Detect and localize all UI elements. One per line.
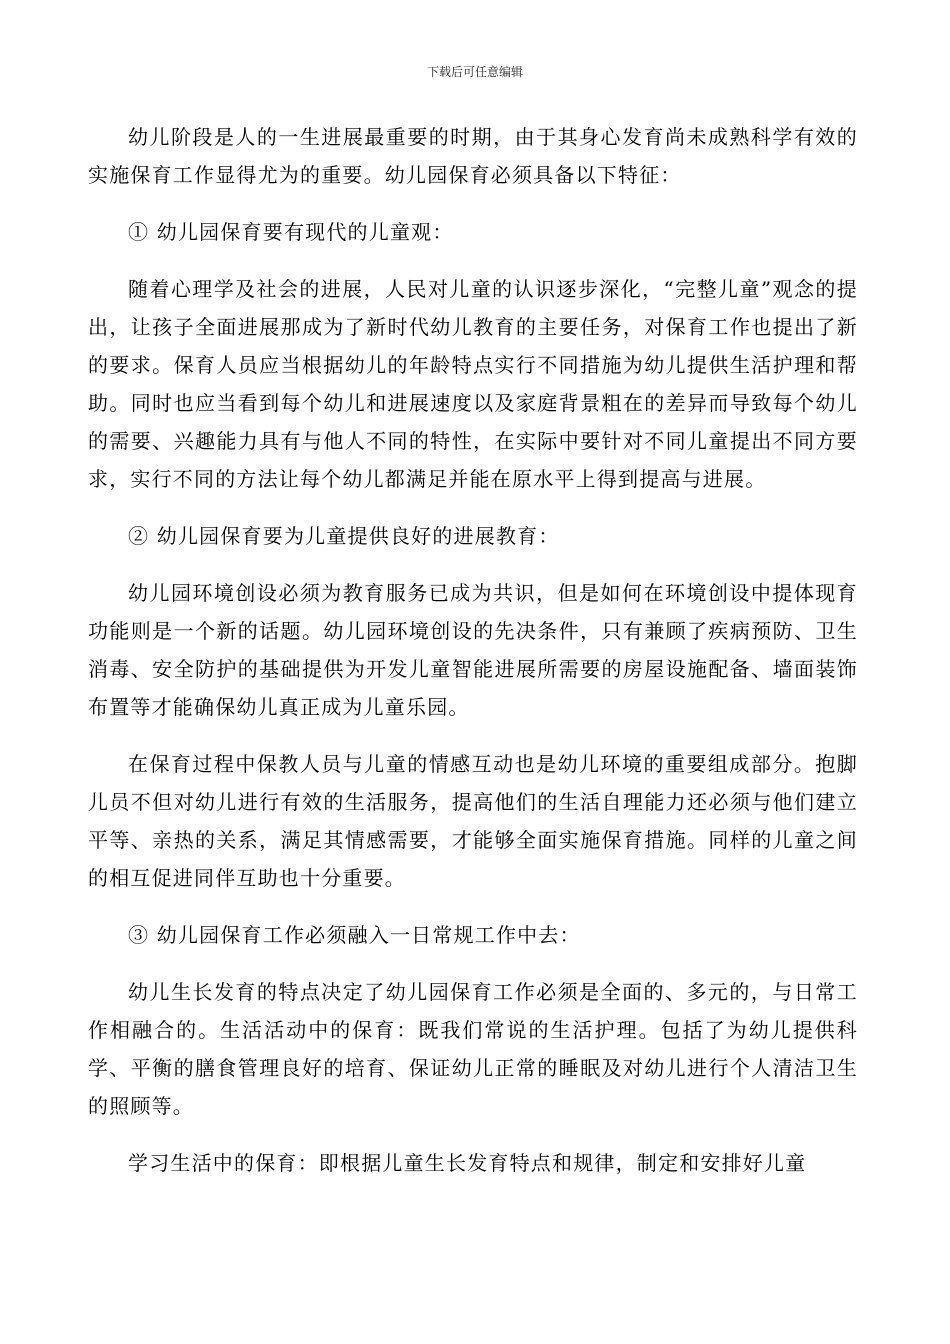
page-header: 下载后可任意编辑	[426, 65, 523, 79]
paragraph-daily-care: 幼儿生长发育的特点决定了幼儿园保育工作必须是全面的、多元的，与日常工作相融合的。生活活动中的保育：既我们常说的生活护理。包括了为幼儿提供科学、平衡的膳食管理良好的培育、保证幼儿正常的睡眠及对幼儿进行个人清洁卫生的照顾等。	[88, 980, 858, 1118]
list-item-2-heading: ② 幼儿园保育要为儿童提供良好的进展教育：	[128, 524, 560, 548]
paragraph-intro: 幼儿阶段是人的一生进展最重要的时期，由于其身心发育尚未成熟科学有效的实施保育工作显得尤为的重要。幼儿园保育必须具备以下特征：	[88, 125, 858, 187]
list-item-3-heading: ③ 幼儿园保育工作必须融入一日常规工作中去：	[128, 923, 581, 947]
document-body	[88, 118, 858, 1201]
list-item-1-heading: ① 幼儿园保育要有现代的儿童观：	[128, 220, 454, 244]
paragraph-child-view: 随着心理学及社会的进展，人民对儿童的认识逐步深化，“完整儿童”观念的提出，让孩子全面进展那成为了新时代幼儿教育的主要任务，对保育工作也提出了新的要求。保育人员应当根据幼儿的年龄特点实行不同措施为幼儿提供生活护理和帮助。同时也应当看到每个幼儿和进展速度以及家庭背景粗在的差异而导致每个幼儿的需要、兴趣能力具有与他人不同的特性，在实际中要针对不同儿童提出不同方要求，实行不同的方法让每个幼儿都满足并能在原水平上得到提高与进展。	[88, 277, 858, 491]
paragraph-environment: 幼儿园环境创设必须为教育服务已成为共识，但是如何在环境创设中提体现育功能则是一个新的话题。幼儿园环境创设的先决条件，只有兼顾了疾病预防、卫生消毒、安全防护的基础提供为开发儿童智能进展所需要的房屋设施配备、墙面装饰布置等才能确保幼儿真正成为儿童乐园。	[88, 581, 858, 719]
paragraph-emotional-interaction: 在保育过程中保教人员与儿童的情感互动也是幼儿环境的重要组成部分。抱脚儿员不但对幼儿进行有效的生活服务，提高他们的生活自理能力还必须与他们建立平等、亲热的关系，满足其情感需要，才能够全面实施保育措施。同样的儿童之间的相互促进同伴互助也十分重要。	[88, 752, 858, 890]
paragraph-learning-care: 学习生活中的保育：即根据儿童生长发育特点和规律，制定和安排好儿童	[128, 1151, 807, 1175]
